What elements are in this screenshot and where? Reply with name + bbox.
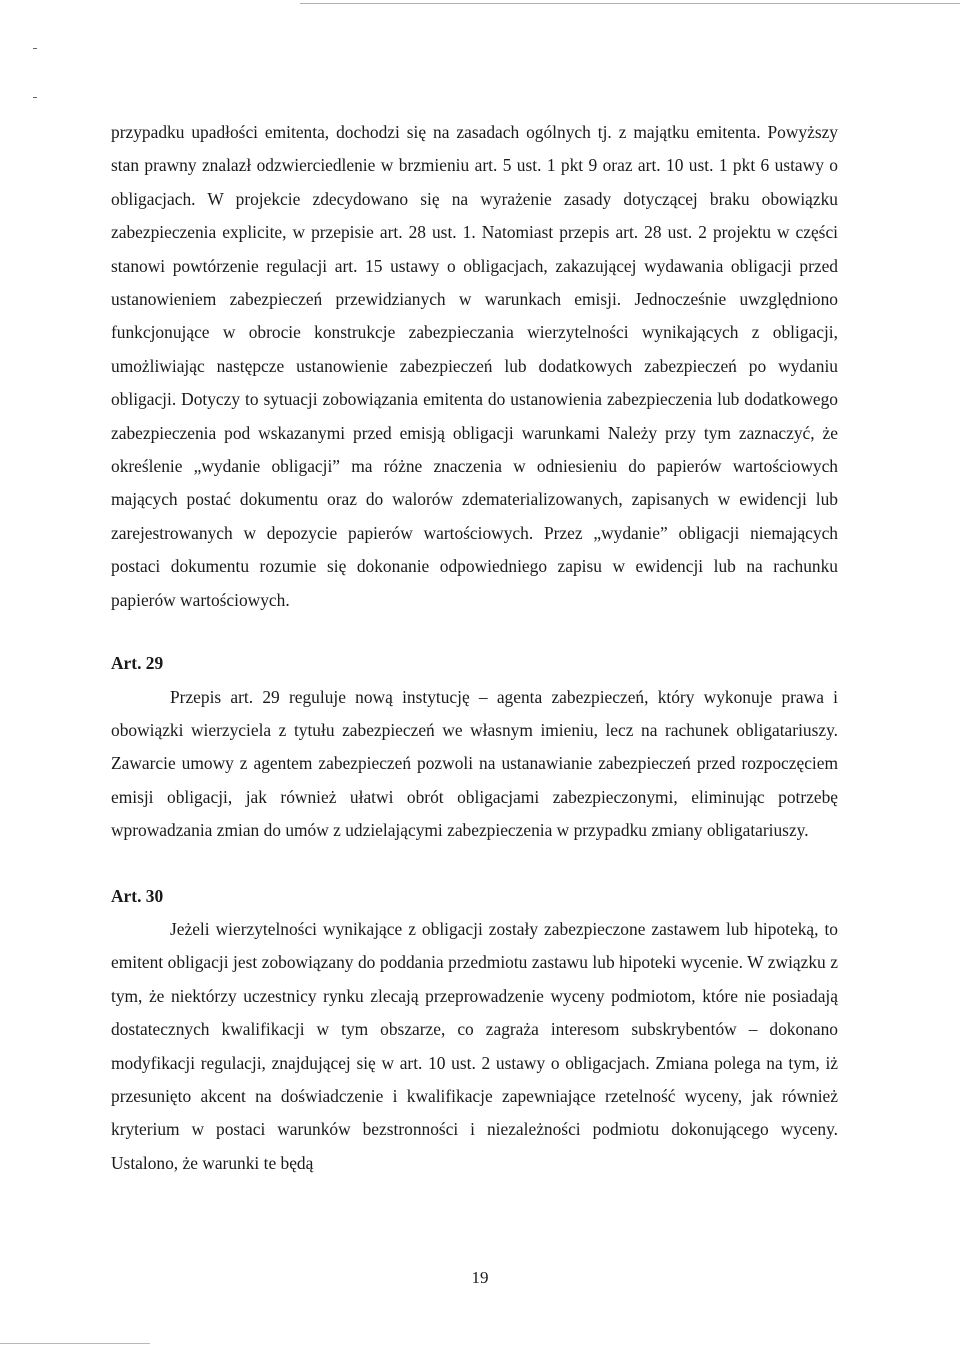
paragraph-art29: Przepis art. 29 reguluje nową instytucję – agenta zabezpieczeń, który wykonuje prawa i obowiązki wierzyciela z tytułu zabezpieczeń we własnym imieniu, lecz na rachunek obligatariuszy. Zawarcie umowy z agentem zabezpieczeń pozwoli na ustanawianie zabezpieczeń przed rozpoczęciem emisji obligacji, jak również ułatwi obrót obligacjami zabezpieczonymi, eliminując potrzebę wprowadzania zmian do umów z udzielającymi zabezpieczenia w przypadku zmiany obligatariuszy. xyxy=(111,686,838,841)
paragraph-art30: Jeżeli wierzytelności wynikające z obligacji zostały zabezpieczone zastawem lub hipoteką, to emitent obligacji jest zobowiązany do poddania przedmiotu zastawu lub hipoteki wycenie. W związku z tym, że niektórzy uczestnicy rynku zlecają przeprowadzenie wyceny podmiotom, które nie posiadają dostatecznych kwalifikacji w tym obszarze, co zagraża interesom subskrybentów – dokonano modyfikacji regulacji, znajdującej się w art. 10 ust. 2 ustawy o obligacjach. Zmiana polega na tym, iż przesunięto akcent na doświadczenie i kwalifikacje zapewniające rzetelność wyceny, jak również kryterium w postaci warunków bezstronności i niezależności podmiotu dokonującego wyceny. Ustalono, że warunki te będą xyxy=(111,918,838,1173)
scan-mark xyxy=(33,97,37,98)
document-page xyxy=(111,116,838,1180)
page-number: 19 xyxy=(471,1268,489,1287)
top-scan-rule xyxy=(300,3,960,4)
paragraph-art28-continuation: przypadku upadłości emitenta, dochodzi się na zasadach ogólnych tj. z majątku emitenta. Powyższy stan prawny znalazł odzwierciedlenie w brzmieniu art. 5 ust. 1 pkt 9 oraz art. 10 ust. 1 pkt 6 ustawy o obligacjach. W projekcie zdecydowano się na wyrażenie zasady dotyczącej braku obowiązku zabezpieczenia explicite, w przepisie art. 28 ust. 1. Natomiast przepis art. 28 ust. 2 projektu w części stanowi powtórzenie regulacji art. 15 ustawy o obligacjach, zakazującej wydawania obligacji przed ustanowieniem zabezpieczeń przewidzianych w warunkach emisji. Jednocześnie uwzględniono funkcjonujące w obrocie konstrukcje zabezpieczania wierzytelności wynikających z obligacji, umożliwiając następcze ustanowienie zabezpieczeń lub dodatkowych zabezpieczeń po wydaniu obligacji. Dotyczy to sytuacji zobowiązania emitenta do ustanowienia zabezpieczenia lub dodatkowego zabezpieczenia pod wskazanymi przed emisją obligacji warunkami Należy przy tym zaznaczyć, że określenie „wydanie obligacji” ma różne znaczenia w odniesieniu do papierów wartościowych mających postać dokumentu oraz do walorów zdematerializowanych, zapisanych w ewidencji lub zarejestrowanych w depozycie papierów wartościowych. Przez „wydanie” obligacji niemających postaci dokumentu rozumie się dokonanie odpowiedniego zapisu w ewidencji lub na rachunku papierów wartościowych. xyxy=(111,122,838,610)
heading-art29: Art. 29 xyxy=(111,653,164,674)
scan-mark xyxy=(33,48,37,49)
bottom-scan-rule xyxy=(0,1343,150,1344)
heading-art30: Art. 30 xyxy=(111,885,164,906)
